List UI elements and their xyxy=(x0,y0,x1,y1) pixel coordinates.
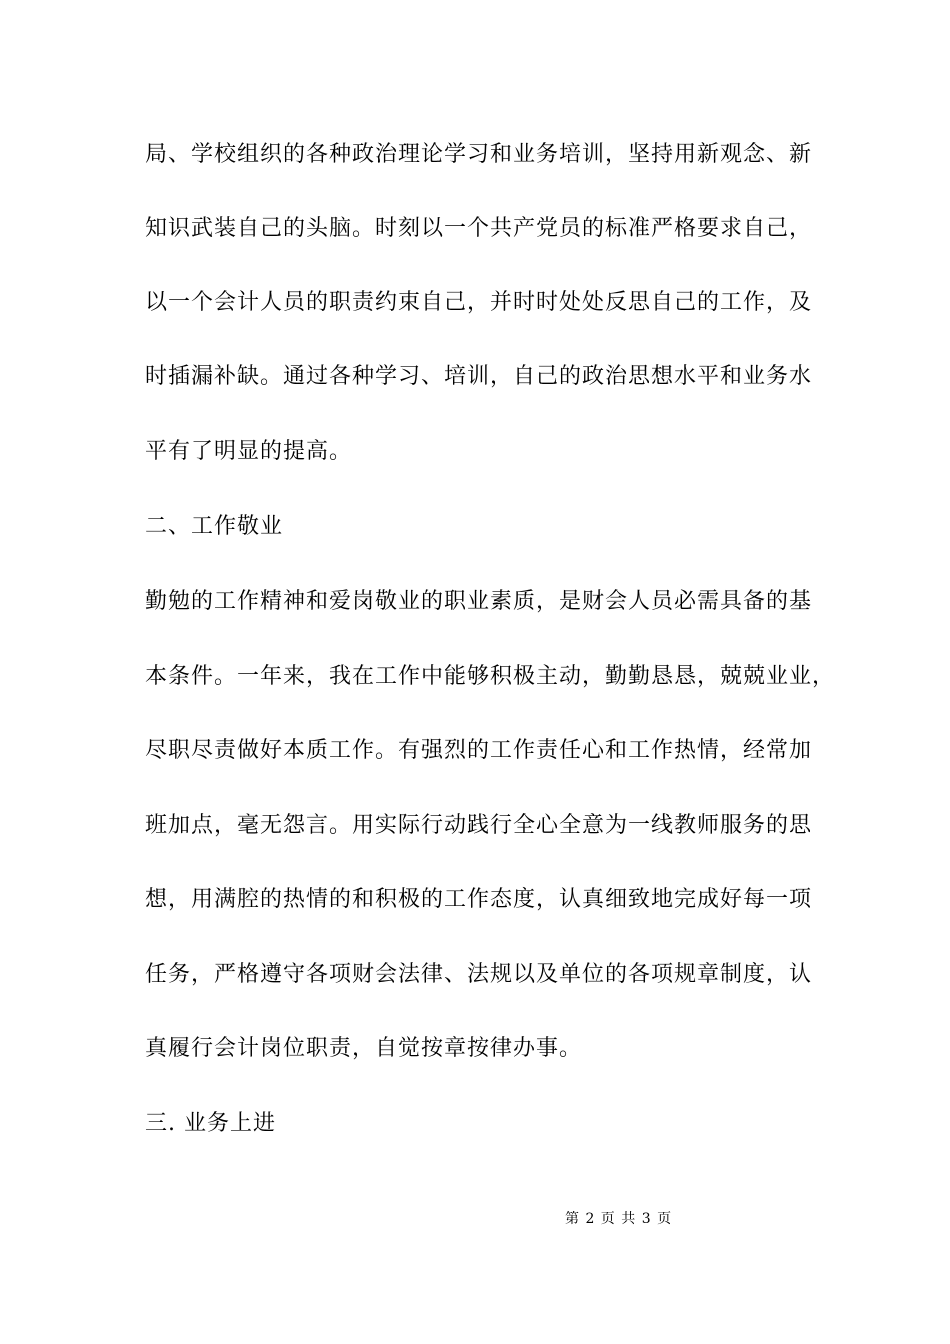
body-line: 尽职尽责做好本质工作。有强烈的工作责任心和工作热情，经常加 xyxy=(145,738,813,763)
body-line: 局、学校组织的各种政治理论学习和业务培训，坚持用新观念、新 xyxy=(145,142,813,167)
page-number-footer: 第 2 页 共 3 页 xyxy=(565,1211,673,1227)
section-heading: 二、工作敬业 xyxy=(145,514,284,539)
body-line: 想，用满腔的热情的和积极的工作态度，认真细致地完成好每一项 xyxy=(145,887,813,912)
body-line: 时插漏补缺。通过各种学习、培训，自己的政治思想水平和业务水 xyxy=(145,364,813,389)
body-line: 任务，严格遵守各项财会法律、法规以及单位的各项规章制度，认 xyxy=(145,962,813,987)
body-line: 知识武装自己的头脑。时刻以一个共产党员的标准严格要求自己， xyxy=(145,216,813,241)
body-line: 真履行会计岗位职责，自觉按章按律办事。 xyxy=(145,1036,583,1061)
body-line: 本条件。一年来，我在工作中能够积极主动，勤勤恳恳，兢兢业业， xyxy=(145,664,836,689)
body-line: 平有了明显的提高。 xyxy=(145,439,353,464)
body-line: 班加点，毫无怨言。用实际行动践行全心全意为一线教师服务的思 xyxy=(145,813,813,838)
body-line: 以一个会计人员的职责约束自己，并时时处处反思自己的工作，及 xyxy=(145,290,813,315)
section-heading: 三. 业务上进 xyxy=(145,1111,276,1136)
body-line: 勤勉的工作精神和爱岗敬业的职业素质，是财会人员必需具备的基 xyxy=(145,589,813,614)
